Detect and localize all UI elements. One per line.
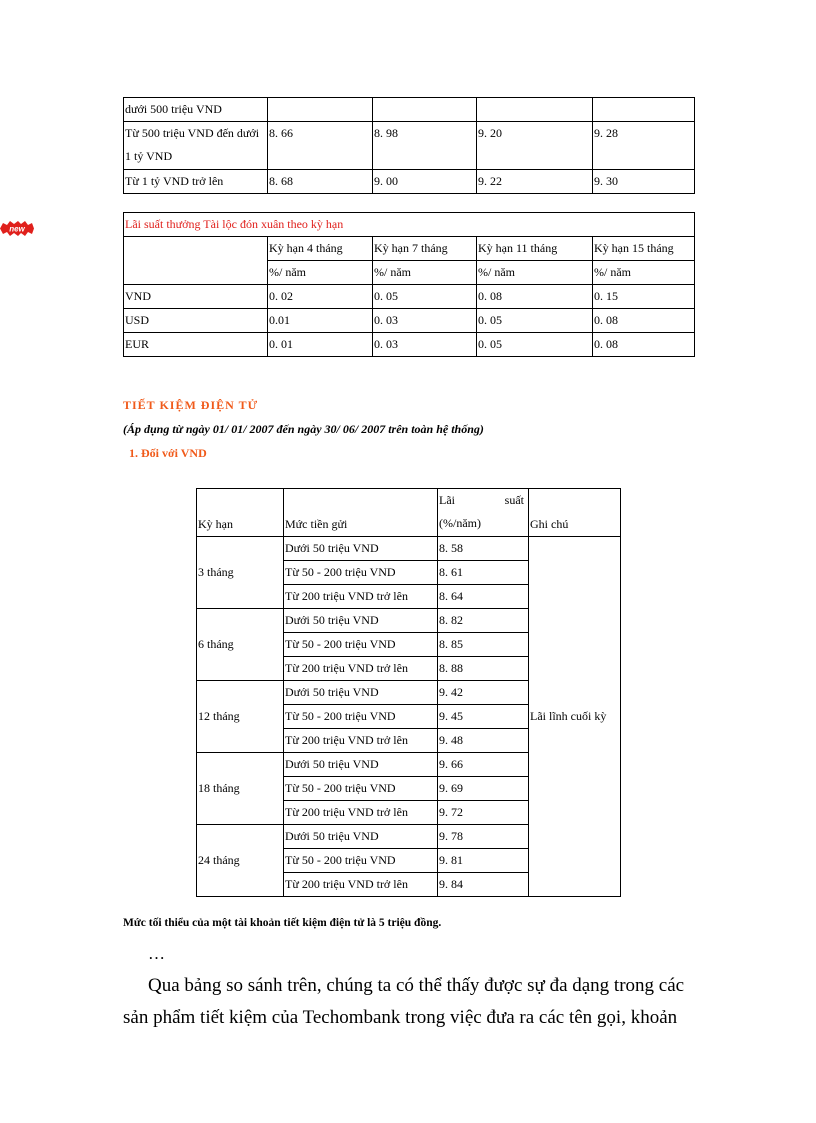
table-cell: 0. 15 [593, 285, 695, 309]
rate-cell: 8. 85 [438, 633, 529, 657]
table-row [124, 309, 695, 333]
table-cell: 8. 68 [268, 170, 373, 194]
currency-label: VND [124, 285, 268, 309]
amount-cell: Dưới 50 triệu VND [284, 609, 438, 633]
term-cell: 24 tháng [197, 825, 284, 897]
rate-cell: 9. 78 [438, 825, 529, 849]
table-cell: 9. 00 [373, 170, 477, 194]
amount-cell: Từ 200 triệu VND trở lên [284, 657, 438, 681]
table-cell: 0. 05 [477, 333, 593, 357]
table-row [124, 333, 695, 357]
rate-cell: 9. 48 [438, 729, 529, 753]
bonus-rate-table [123, 212, 695, 357]
rate-header-word-1: Lãi [439, 493, 455, 507]
table-cell [268, 98, 373, 122]
rate-cell: 8. 64 [438, 585, 529, 609]
table-cell: 0. 05 [477, 309, 593, 333]
section-item: 1. Đối với VND [129, 446, 207, 460]
rate-header-unit: (%/năm) [439, 516, 481, 530]
section-subtitle: (Áp dụng từ ngày 01/ 01/ 2007 đến ngày 30/ 06/ 2007 trên toàn hệ thống) [123, 422, 484, 436]
unit-label: %/ năm [373, 261, 477, 285]
table-header-row [197, 489, 621, 537]
table-cell: 9. 30 [593, 170, 695, 194]
table-row [124, 170, 695, 194]
minimum-deposit-note: Mức tối thiểu của một tài khoản tiết kiệm điện tử là 5 triệu đồng. [123, 917, 442, 929]
table-cell [124, 237, 268, 285]
table-row [197, 537, 621, 561]
amount-cell: Từ 200 triệu VND trở lên [284, 585, 438, 609]
table-row [124, 285, 695, 309]
rate-cell: 8. 58 [438, 537, 529, 561]
rate-cell: 9. 72 [438, 801, 529, 825]
rate-cell: 8. 82 [438, 609, 529, 633]
table-cell: 9. 20 [477, 122, 593, 170]
table-cell: 0. 03 [373, 309, 477, 333]
unit-label: %/ năm [268, 261, 373, 285]
rate-cell: 9. 45 [438, 705, 529, 729]
rate-cell: 9. 42 [438, 681, 529, 705]
table-cell: dưới 500 triệu VND [124, 98, 268, 122]
amount-cell: Từ 200 triệu VND trở lên [284, 873, 438, 897]
table-cell: 8. 98 [373, 122, 477, 170]
rate-cell: 9. 84 [438, 873, 529, 897]
column-header: Kỳ hạn 11 tháng [477, 237, 593, 261]
amount-cell: Dưới 50 triệu VND [284, 825, 438, 849]
column-header: Kỳ hạn 7 tháng [373, 237, 477, 261]
table-cell: 9. 22 [477, 170, 593, 194]
table-cell: Từ 1 tỷ VND trở lên [124, 170, 268, 194]
rate-header-word-2: suất [504, 493, 524, 507]
section-title: TIẾT KIỆM ĐIỆN TỬ [123, 398, 259, 412]
column-header-amount: Mức tiền gửi [284, 489, 438, 537]
table-cell: 0.01 [268, 309, 373, 333]
table-cell: Từ 500 triệu VND đến dưới 1 tỷ VND [124, 122, 268, 170]
paragraph-line: Qua bảng so sánh trên, chúng ta có thể thấy được sự đa dạng trong các [148, 975, 685, 996]
table-cell: 0. 08 [593, 309, 695, 333]
rate-cell: 8. 61 [438, 561, 529, 585]
unit-label: %/ năm [593, 261, 695, 285]
column-header: Kỳ hạn 15 tháng [593, 237, 695, 261]
amount-cell: Từ 200 triệu VND trở lên [284, 801, 438, 825]
note-cell: Lãi lĩnh cuối kỳ [529, 537, 621, 897]
term-cell: 6 tháng [197, 609, 284, 681]
table-cell: 0. 08 [593, 333, 695, 357]
rate-cell: 8. 88 [438, 657, 529, 681]
e-savings-rate-table [196, 488, 621, 897]
amount-cell: Từ 200 triệu VND trở lên [284, 729, 438, 753]
term-cell: 18 tháng [197, 753, 284, 825]
ellipsis: … [148, 944, 165, 963]
table-cell: 0. 01 [268, 333, 373, 357]
rate-cell: 9. 69 [438, 777, 529, 801]
rate-cell: 9. 81 [438, 849, 529, 873]
table-cell [373, 98, 477, 122]
paragraph-line: sản phẩm tiết kiệm của Techombank trong việc đưa ra các tên gọi, khoản [123, 1007, 678, 1028]
table-cell: 0. 02 [268, 285, 373, 309]
rate-cell: 9. 66 [438, 753, 529, 777]
table-cell: 0. 05 [373, 285, 477, 309]
term-cell: 12 tháng [197, 681, 284, 753]
amount-cell: Dưới 50 triệu VND [284, 537, 438, 561]
amount-cell: Từ 50 - 200 triệu VND [284, 705, 438, 729]
column-header-term: Kỳ hạn [197, 489, 284, 537]
amount-cell: Từ 50 - 200 triệu VND [284, 777, 438, 801]
table-cell [477, 98, 593, 122]
currency-label: EUR [124, 333, 268, 357]
table-row [124, 98, 695, 122]
column-header: Kỳ hạn 4 tháng [268, 237, 373, 261]
table-cell: 0. 03 [373, 333, 477, 357]
badge-text: new [9, 224, 25, 234]
table-cell: 0. 08 [477, 285, 593, 309]
table-row [124, 237, 695, 261]
amount-cell: Từ 50 - 200 triệu VND [284, 561, 438, 585]
amount-cell: Dưới 50 triệu VND [284, 753, 438, 777]
table-cell: 8. 66 [268, 122, 373, 170]
table-title: Lãi suất thưởng Tài lộc đón xuân theo kỳ hạn [124, 213, 695, 237]
unit-label: %/ năm [477, 261, 593, 285]
table-row [124, 213, 695, 237]
rate-table-continued [123, 97, 695, 194]
term-cell: 3 tháng [197, 537, 284, 609]
column-header-note: Ghi chú [529, 489, 621, 537]
amount-cell: Dưới 50 triệu VND [284, 681, 438, 705]
table-cell [593, 98, 695, 122]
table-row [124, 122, 695, 170]
table-cell: 9. 28 [593, 122, 695, 170]
new-badge-icon [0, 221, 34, 236]
column-header-rate [438, 489, 529, 537]
amount-cell: Từ 50 - 200 triệu VND [284, 849, 438, 873]
currency-label: USD [124, 309, 268, 333]
amount-cell: Từ 50 - 200 triệu VND [284, 633, 438, 657]
